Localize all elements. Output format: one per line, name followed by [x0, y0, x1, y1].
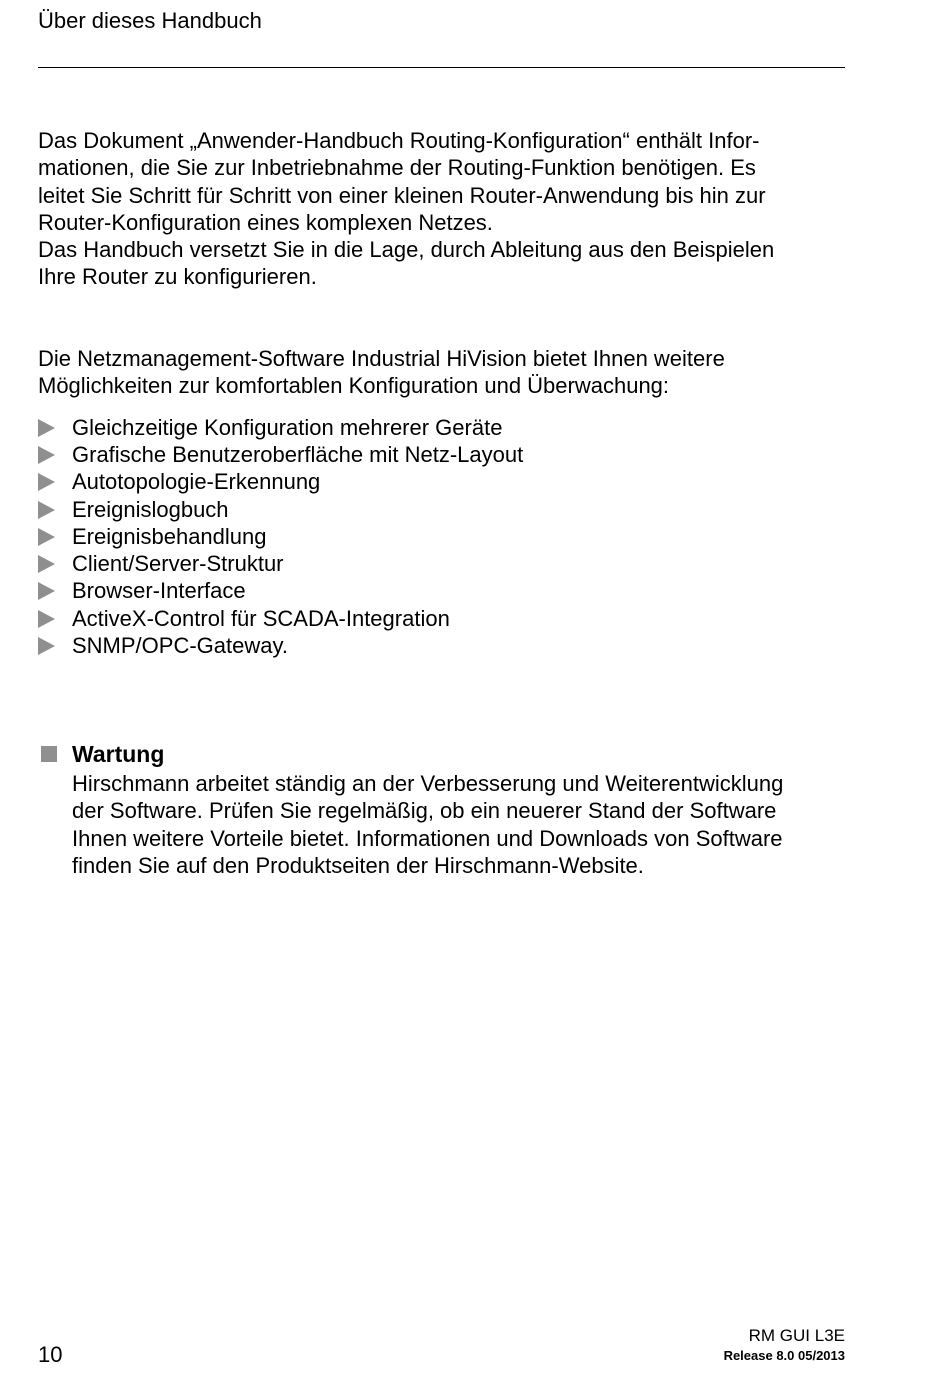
- maintenance-line: Ihnen weitere Vorteile bietet. Informationen und Downloads von Software: [72, 825, 783, 851]
- section-heading-wartung: Wartung: [72, 741, 165, 767]
- feature-label: Grafische Benutzeroberfläche mit Netz-Layout: [72, 441, 524, 467]
- intro-line: mationen, die Sie zur Inbetriebnahme der Routing-Funktion benötigen. Es: [38, 155, 756, 181]
- feature-list-item: [38, 523, 523, 550]
- feature-list-item: [38, 414, 523, 441]
- intro-line: Ihre Router zu konfigurieren.: [38, 264, 317, 290]
- maintenance-paragraph: [72, 770, 783, 879]
- feature-list-item: [38, 578, 523, 605]
- feature-label: Autotopologie-Erkennung: [72, 469, 321, 495]
- feature-list-item: [38, 469, 523, 496]
- hivision-line: Die Netzmanagement-Software Industrial HiVision bietet Ihnen weitere: [38, 346, 725, 371]
- feature-label: ActiveX-Control für SCADA-Integration: [72, 605, 450, 631]
- intro-line: Das Dokument „Anwender-Handbuch Routing-Konfiguration“ enthält Infor-: [38, 128, 760, 153]
- feature-label: Gleichzeitige Konfiguration mehrerer Geräte: [72, 414, 503, 440]
- footer-release: Release 8.0 05/2013: [723, 1348, 845, 1363]
- triangle-right-icon: [38, 610, 55, 628]
- feature-label: Browser-Interface: [72, 578, 246, 604]
- feature-label: Ereignisbehandlung: [72, 523, 267, 549]
- page-header-title: Über dieses Handbuch: [38, 8, 262, 33]
- square-icon: [41, 746, 57, 762]
- feature-list-item: [38, 550, 523, 577]
- triangle-right-icon: [38, 555, 55, 573]
- intro-line: Das Handbuch versetzt Sie in die Lage, durch Ableitung aus den Beispielen: [38, 237, 775, 263]
- feature-label: Ereignislogbuch: [72, 496, 229, 522]
- maintenance-line: der Software. Prüfen Sie regelmäßig, ob ein neuerer Stand der Software: [72, 798, 777, 824]
- feature-list-item: [38, 632, 523, 659]
- maintenance-line: Hirschmann arbeitet ständig an der Verbesserung und Weiterentwicklung: [72, 771, 784, 796]
- triangle-right-icon: [38, 528, 55, 546]
- footer-document-id: RM GUI L3E: [748, 1326, 845, 1345]
- triangle-right-icon: [38, 501, 55, 519]
- feature-list-item: [38, 496, 523, 523]
- intro-paragraph: [38, 127, 858, 291]
- page-number: 10: [38, 1342, 63, 1367]
- feature-list-item: [38, 605, 523, 632]
- hivision-line: Möglichkeiten zur komfortablen Konfiguration und Überwachung:: [38, 373, 670, 399]
- feature-list: [38, 414, 523, 660]
- feature-label: Client/Server-Struktur: [72, 551, 284, 577]
- intro-line: leitet Sie Schritt für Schritt von einer kleinen Router-Anwendung bis hin zur: [38, 182, 766, 208]
- triangle-right-icon: [38, 637, 55, 655]
- feature-list-item: [38, 441, 523, 468]
- header-divider: [38, 67, 845, 68]
- feature-label: SNMP/OPC-Gateway.: [72, 633, 288, 659]
- triangle-right-icon: [38, 419, 55, 437]
- triangle-right-icon: [38, 582, 55, 600]
- hivision-paragraph: [38, 345, 858, 400]
- intro-line: Router-Konfiguration eines komplexen Netzes.: [38, 209, 493, 235]
- maintenance-line: finden Sie auf den Produktseiten der Hirschmann-Website.: [72, 852, 644, 878]
- triangle-right-icon: [38, 473, 55, 491]
- triangle-right-icon: [38, 446, 55, 464]
